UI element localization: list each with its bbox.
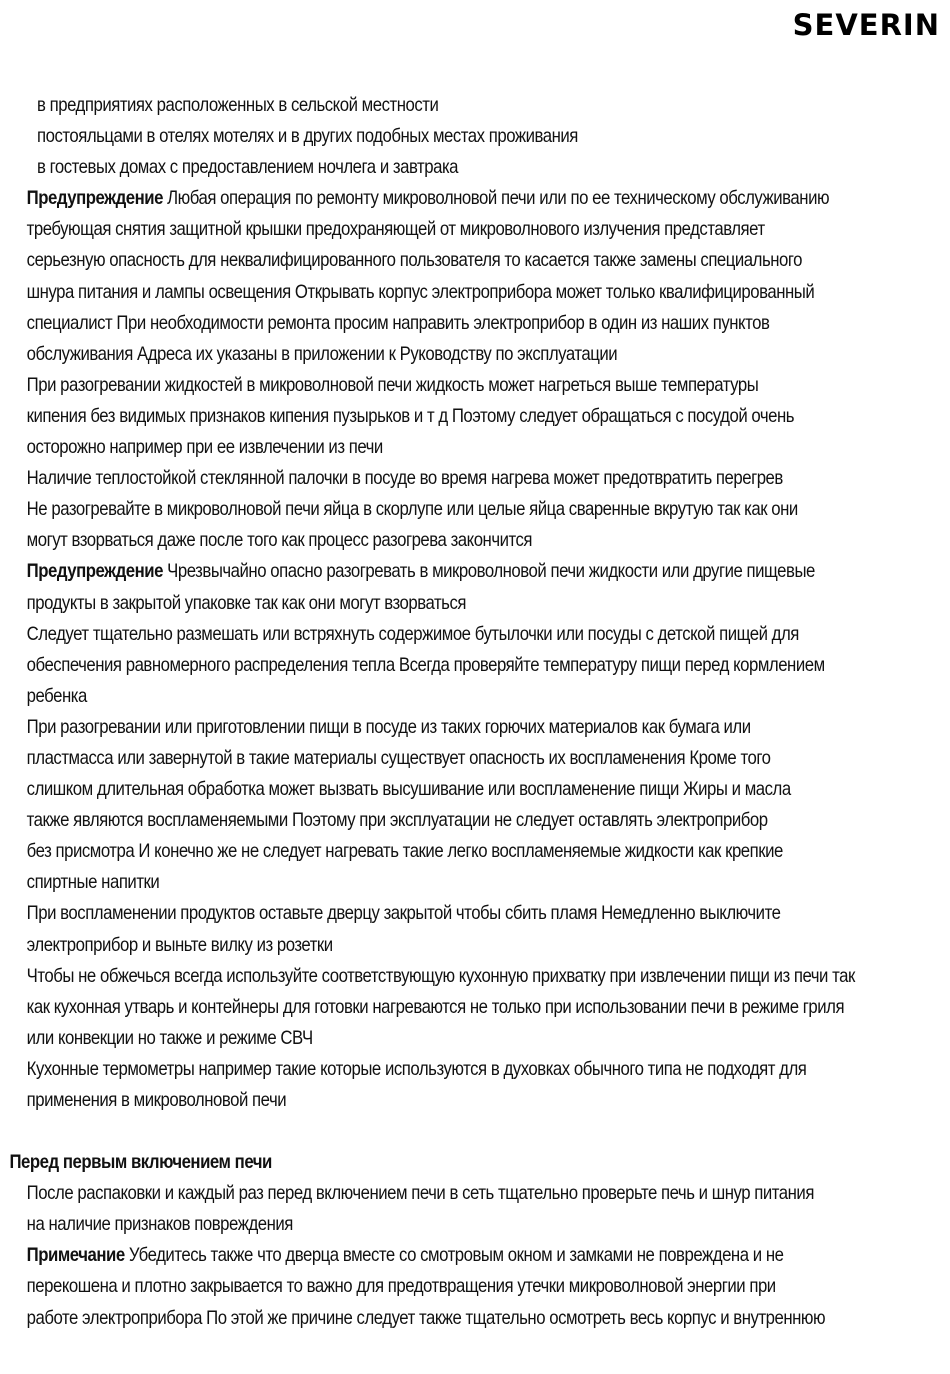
paragraph-line: слишком длительная обработка может вызвать высушивание или воспламенение пищи Жиры и масла	[26, 778, 791, 801]
paragraph-line: Наличие теплостойкой стеклянной палочки в посуде во время нагрева может предотвратить перегрев	[26, 467, 783, 490]
paragraph-line: применения в микроволновой печи	[26, 1089, 287, 1111]
section-heading: Перед первым включением печи	[9, 1151, 272, 1174]
paragraph-line: специалист При необходимости ремонта просим направить электроприбор в один из наших пунктов	[26, 311, 770, 334]
paragraph-line: осторожно например при ее извлечении из печи	[26, 436, 383, 459]
paragraph-line: шнура питания и лампы освещения Открывать корпус электроприбора может только квалифицированный	[26, 280, 815, 303]
list-item: в гостевых домах с предоставлением ночлега и завтрака	[36, 156, 459, 179]
paragraph-line: продукты в закрытой упаковке так как они могут взорваться	[26, 591, 466, 614]
paragraph-line: спиртные напитки	[26, 871, 160, 894]
note-text: Убедитесь также что дверца вместе со смотровым окном и замками не повреждена и не	[124, 1244, 784, 1267]
paragraph-line: как кухонная утварь и контейнеры для готовки нагреваются не только при использовании печи в режиме гриля	[26, 995, 845, 1018]
paragraph-line: обслуживания Адреса их указаны в приложении к Руководству по эксплуатации	[26, 342, 618, 365]
list-item: постояльцами в отелях мотелях и в других подобных местах проживания	[36, 125, 578, 148]
paragraph-line: могут взорваться даже после того как процесс разогрева закончится	[26, 529, 533, 552]
paragraph-line: При воспламенении продуктов оставьте дверцу закрытой чтобы сбить пламя Немедленно выключите	[26, 902, 781, 925]
warning-paragraph-line	[0, 183, 830, 214]
paragraph-line: ребенка	[26, 684, 87, 707]
warning-paragraph-line	[0, 556, 817, 587]
note-label: Примечание	[26, 1244, 125, 1267]
warning-text: Чрезвычайно опасно разогревать в микроволновой печи жидкости или другие пищевые	[162, 560, 815, 583]
paragraph-line: кипения без видимых признаков кипения пузырьков и т д Поэтому следует обращаться с посудой очень	[26, 404, 795, 427]
paragraph-line: серьезную опасность для неквалифицированного пользователя то касается также замены специального	[26, 249, 803, 272]
paragraph-line: перекошена и плотно закрывается то важно для предотвращения утечки микроволновой энергии при	[26, 1275, 776, 1298]
list-item: в предприятиях расположенных в сельской местности	[36, 94, 439, 116]
paragraph-line: Не разогревайте в микроволновой печи яйца в скорлупе или целые яйца сваренные вкрутую так как они	[26, 498, 798, 521]
section-spacer	[0, 1116, 950, 1147]
warning-label: Предупреждение	[26, 187, 163, 210]
paragraph-line: также являются воспламеняемыми Поэтому при эксплуатации не следует оставлять электроприбор	[26, 809, 768, 832]
paragraph-line: При разогревании жидкостей в микроволновой печи жидкость может нагреться выше температуры	[26, 373, 759, 396]
paragraph-line: Чтобы не обжечься всегда используйте соответствующую кухонную прихватку при извлечении пищи из печи так	[26, 964, 855, 987]
document-page	[0, 90, 950, 1334]
warning-text: Любая операция по ремонту микроволновой печи или по ее техническому обслуживанию	[162, 187, 830, 210]
paragraph-line: на наличие признаков повреждения	[26, 1213, 293, 1236]
paragraph-line: Следует тщательно размешать или встряхнуть содержимое бутылочки или посуды с детской пищей для	[26, 622, 799, 645]
paragraph-line: работе электроприбора По этой же причине следует также тщательно осмотреть весь корпус и внутреннюю	[26, 1306, 826, 1329]
warning-label: Предупреждение	[26, 560, 163, 583]
paragraph-line: Кухонные термометры например такие которые используются в духовках обычного типа не подходят для	[26, 1057, 807, 1080]
paragraph-line: без присмотра И конечно же не следует нагревать такие легко воспламеняемые жидкости как крепкие	[26, 840, 783, 863]
note-paragraph-line	[0, 1240, 817, 1271]
paragraph-line: требующая снятия защитной крышки предохраняющей от микроволнового излучения представляет	[26, 218, 765, 241]
severin-logo: SEVERIN	[792, 8, 940, 42]
paragraph-line: После распаковки и каждый раз перед включением печи в сеть тщательно проверьте печь и шнур питания	[26, 1182, 814, 1205]
paragraph-line: пластмасса или завернутой в такие материалы существует опасность их воспламенения Кроме того	[26, 746, 771, 769]
paragraph-line: или конвекции но также и режиме СВЧ	[26, 1026, 313, 1049]
paragraph-line: электроприбор и выньте вилку из розетки	[26, 933, 333, 956]
paragraph-line: обеспечения равномерного распределения тепла Всегда проверяйте температуру пищи перед кормлением	[26, 653, 825, 676]
paragraph-line: При разогревании или приготовлении пищи в посуде из таких горючих материалов как бумага или	[26, 715, 751, 738]
